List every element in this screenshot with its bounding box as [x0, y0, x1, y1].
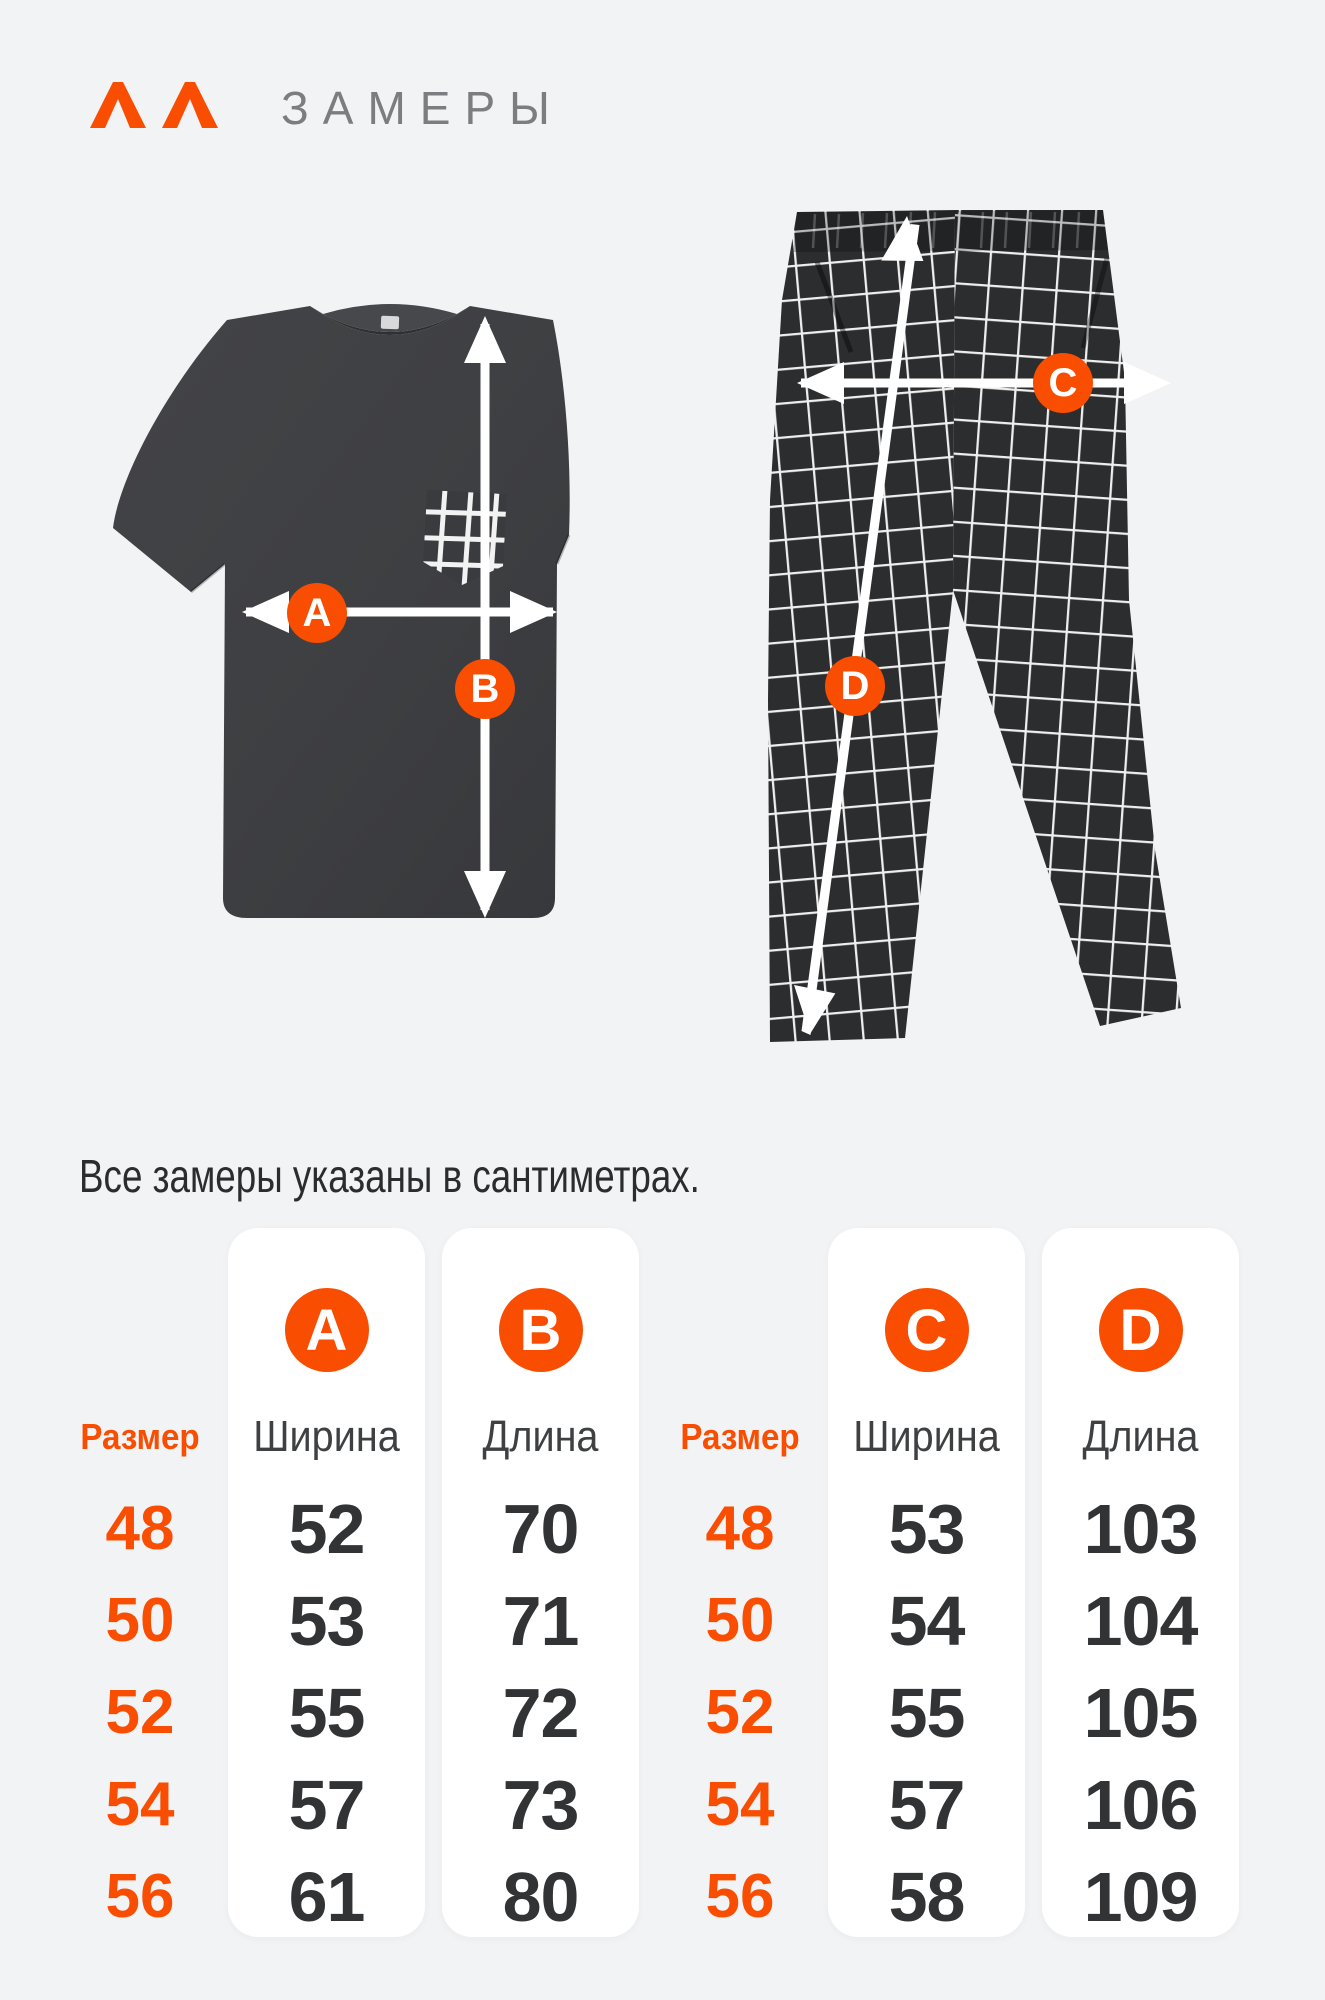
value-cell: 58: [888, 1858, 965, 1936]
column-label: Длина: [482, 1412, 599, 1461]
column-circle-d: D: [1099, 1288, 1183, 1372]
value-cell: 106: [1083, 1766, 1198, 1844]
value-cell: 109: [1083, 1858, 1198, 1936]
size-cell: 48: [705, 1494, 775, 1563]
size-cell: 52: [705, 1678, 775, 1747]
value-cell: 61: [288, 1858, 365, 1936]
value-cell: 54: [888, 1582, 965, 1660]
size-cell: 50: [105, 1586, 175, 1655]
column-circle-a: A: [285, 1288, 369, 1372]
brand-chevrons-logo-icon: [90, 80, 220, 128]
size-cell: 50: [705, 1586, 775, 1655]
size-cell: 54: [705, 1770, 775, 1839]
badge-b: B: [455, 659, 515, 719]
pants-image: [755, 200, 1195, 1055]
value-cell: 71: [502, 1582, 579, 1660]
column-circle-b: B: [499, 1288, 583, 1372]
badge-d: D: [825, 656, 885, 716]
collar-label: [381, 316, 399, 330]
value-cell: 80: [502, 1858, 579, 1936]
column-card-a: [228, 1228, 425, 1937]
value-cell: 72: [502, 1674, 579, 1752]
size-cell: 56: [105, 1862, 175, 1931]
value-cell: 105: [1083, 1674, 1198, 1752]
column-circle-c: C: [885, 1288, 969, 1372]
size-table-tshirt: [60, 1228, 639, 1943]
value-cell: 55: [288, 1674, 365, 1752]
column-label: Длина: [1082, 1412, 1199, 1461]
page-title: ЗАМЕРЫ: [281, 82, 564, 134]
size-table-pants: [660, 1228, 1239, 1943]
column-label: Ширина: [253, 1412, 400, 1461]
units-note: Все замеры указаны в сантиметрах.: [79, 1150, 700, 1202]
size-cell: 48: [105, 1494, 175, 1563]
value-cell: 73: [502, 1766, 579, 1844]
size-cell: 52: [105, 1678, 175, 1747]
size-column: [60, 1228, 220, 1943]
size-column-header: Размер: [80, 1416, 200, 1457]
pants-figure: [755, 200, 1195, 1055]
value-cell: 103: [1083, 1490, 1198, 1568]
badge-a: A: [287, 583, 347, 643]
size-column: [660, 1228, 820, 1943]
value-cell: 104: [1083, 1582, 1198, 1660]
value-cell: 57: [888, 1766, 965, 1844]
size-column-header: Размер: [680, 1416, 800, 1457]
value-cell: 70: [502, 1490, 579, 1568]
waistband: [793, 210, 1108, 252]
value-cell: 53: [888, 1490, 965, 1568]
size-cell: 56: [705, 1862, 775, 1931]
column-card-c: [828, 1228, 1025, 1937]
column-card-b: [442, 1228, 639, 1937]
value-cell: 55: [888, 1674, 965, 1752]
badge-c: C: [1033, 353, 1093, 413]
column-label: Ширина: [853, 1412, 1000, 1461]
column-card-d: [1042, 1228, 1239, 1937]
size-cell: 54: [105, 1770, 175, 1839]
value-cell: 52: [288, 1490, 365, 1568]
value-cell: 57: [288, 1766, 365, 1844]
value-cell: 53: [288, 1582, 365, 1660]
